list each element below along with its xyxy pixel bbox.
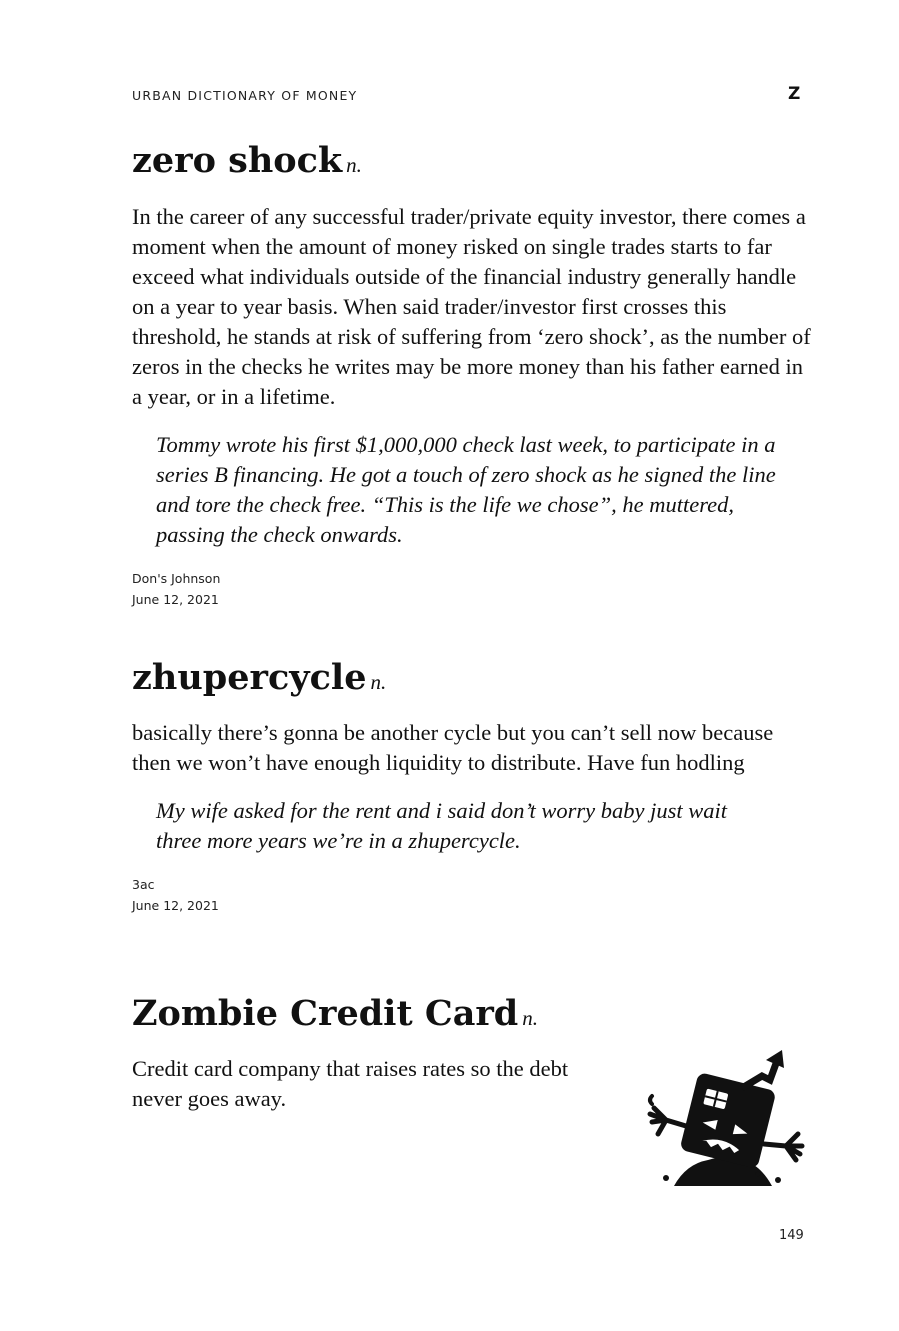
part-of-speech: n. (522, 1006, 539, 1030)
entry-term-text: zhupercycle (132, 657, 367, 698)
entry-date: June 12, 2021 (132, 898, 219, 913)
entry-term-text: zero shock (132, 140, 343, 181)
entry-date: June 12, 2021 (132, 592, 219, 607)
dictionary-entry-zhupercycle (132, 658, 812, 916)
entry-definition: basically there’s gonna be another cycle but you can’t sell now because then we won’t have enough liquidity to distribute. Have fun hodling (132, 720, 774, 775)
entry-definition: Credit card company that raises rates so the debt never goes away. (132, 1056, 569, 1111)
zombie-credit-card-illustration (646, 1050, 806, 1190)
section-letter: Z (788, 84, 801, 104)
entry-term (132, 141, 812, 185)
part-of-speech: n. (346, 153, 362, 177)
entry-example: Tommy wrote his first $1,000,000 check last week, to participate in a series B financing. He got a touch of zero shock as he signed the line and tore the check free. “This is the life we chose”, he muttered, passing the check onwards. (156, 432, 776, 547)
entry-author: 3ac (132, 877, 155, 892)
entry-definition: In the career of any successful trader/private equity investor, there comes a moment when the amount of money risked on single trades starts to far exceed what individuals outside of the financial industry generally handle on a year to year basis. When said trader/investor first crosses this threshold, he stands at risk of suffering from ‘zero shock’, as the number of zeros in the checks he writes may be more money than his father earned in a year, or in a lifetime. (132, 204, 811, 409)
entry-term-text: Zombie Credit Card (132, 993, 519, 1034)
entry-term (132, 994, 812, 1038)
entry-author: Don's Johnson (132, 571, 221, 586)
running-header-title: URBAN DICTIONARY OF MONEY (132, 88, 358, 103)
part-of-speech: n. (370, 670, 387, 694)
entry-example: My wife asked for the rent and i said don’t worry baby just wait three more years we’re in a zhupercycle. (156, 798, 728, 853)
dictionary-entry-zero-shock (132, 141, 812, 610)
page-number: 149 (779, 1228, 804, 1243)
entry-term (132, 658, 812, 702)
